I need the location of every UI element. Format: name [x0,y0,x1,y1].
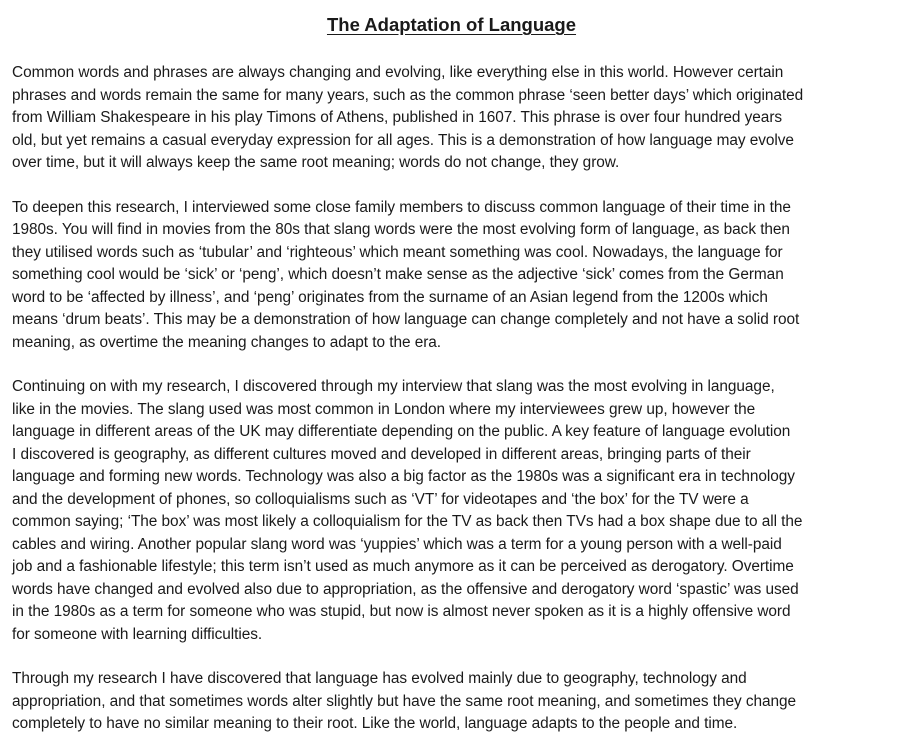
text-line: Through my research I have discovered that language has evolved mainly due to geography, technology and [12,670,747,687]
text-line: from William Shakespeare in his play Timons of Athens, published in 1607. This phrase is over four hundred years [12,109,783,126]
text-line: something cool would be ‘sick’ or ‘peng’, which doesn’t make sense as the adjective ‘sick’ comes from the German [12,266,784,283]
text-line: phrases and words remain the same for many years, such as the common phrase ‘seen better days’ which originated [12,86,804,104]
text-line: I discovered is geography, as different cultures moved and developed in different areas, bringing parts of their [12,445,751,463]
text-line: in the 1980s as a term for someone who was stupid, but now is almost never spoken as it is a highly offensive word [12,603,791,620]
text-line: Continuing on with my research, I discovered through my interview that slang was the most evolving in language, [12,378,775,395]
text-line: common saying; ‘The box’ was most likely a colloquialism for the TV as back then TVs had a box shape due to all the [12,513,803,530]
text-line: job and a fashionable lifestyle; this term isn’t used as much anymore as it can be perceived as derogatory. Overtime [12,558,794,575]
text-line: word to be ‘affected by illness’, and ‘peng’ originates from the surname of an Asian legend from the 1200s which [12,288,768,306]
text-line: completely to have no similar meaning to their root. Like the world, language adapts to the people and time. [12,715,738,732]
text-line: old, but yet remains a casual everyday expression for all ages. This is a demonstration of how language may evolve [12,131,794,149]
text-line: Common words and phrases are always changing and evolving, like everything else in this world. However certain [12,64,784,81]
text-line: To deepen this research, I interviewed some close family members to discuss common language of their time in the [12,198,791,216]
document-title: The Adaptation of Language [326,14,577,35]
paragraph-3 [12,376,883,646]
paragraph-1 [12,62,883,175]
paragraph-4 [12,668,883,736]
text-line: language and forming new words. Technology was also a big factor as the 1980s was a significant era in technology [12,468,795,485]
text-line: they utilised words such as ‘tubular’ and ‘righteous’ which meant something was cool. Nowadays, the language for [12,243,783,261]
text-line: means ‘drum beats’. This may be a demonstration of how language can change completely and not have a solid root [12,311,800,328]
text-line: over time, but it will always keep the same root meaning; words do not change, they grow. [12,154,620,171]
text-line: language in different areas of the UK may differentiate depending on the public. A key feature of language evolution [12,423,791,440]
text-line: and the development of phones, so colloquialisms such as ‘VT’ for videotapes and ‘the box’ for the TV were a [12,490,749,508]
text-line: cables and wiring. Another popular slang word was ‘yuppies’ which was a term for a young person with a well-paid [12,535,782,553]
text-line: like in the movies. The slang used was most common in London where my interviewees grew up, however the [12,400,756,418]
paragraph-2 [12,197,883,355]
text-line: words have changed and evolved also due to appropriation, as the offensive and derogatory word ‘spastic’ was used [12,580,799,598]
text-line: for someone with learning difficulties. [12,625,263,643]
text-line: meaning, as overtime the meaning changes to adapt to the era. [12,333,442,351]
text-line: 1980s. You will find in movies from the 80s that slang words were the most evolving form of language, as back then [12,221,790,238]
text-line: appropriation, and that sometimes words alter slightly but have the same root meaning, and sometimes they change [12,692,797,710]
